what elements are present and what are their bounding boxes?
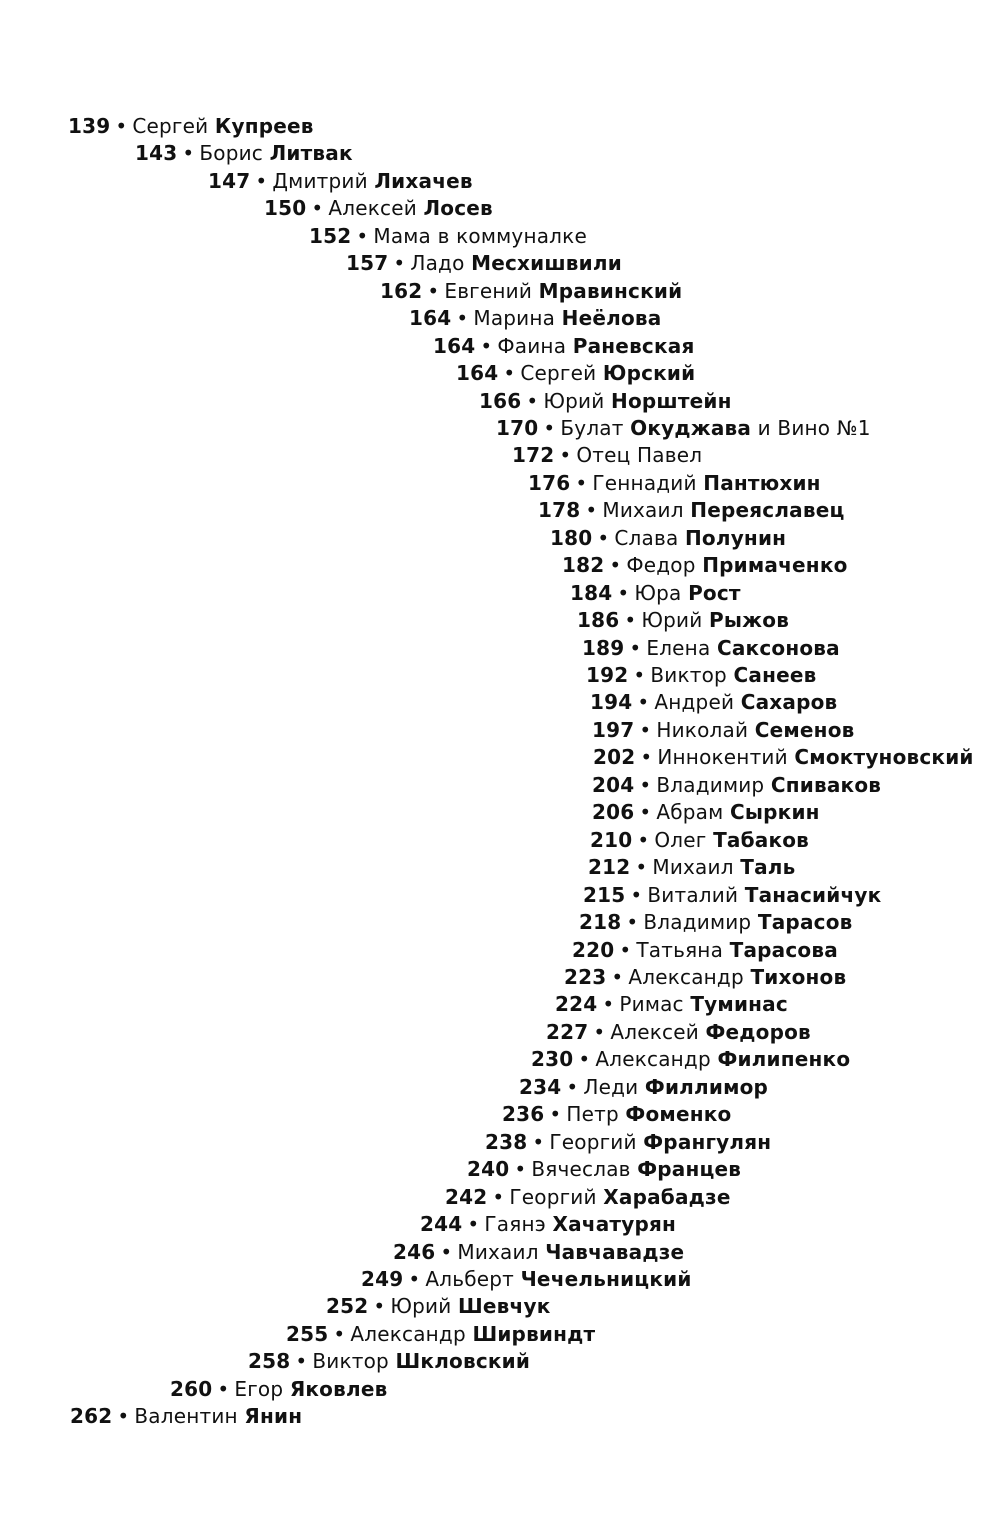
bullet-separator: • — [503, 361, 516, 385]
toc-entry — [586, 663, 817, 687]
toc-entry — [592, 718, 855, 742]
bullet-separator: • — [456, 306, 469, 331]
bullet-separator: • — [311, 196, 324, 221]
toc-entry — [135, 141, 353, 165]
page-number: 223 — [564, 964, 607, 989]
entry-first-name: Фаина — [497, 333, 567, 358]
bullet-separator: • — [559, 443, 572, 468]
bullet-separator: • — [617, 580, 630, 605]
entry-first-name: Татьяна — [636, 937, 724, 962]
entry-first-name: Виктор — [650, 663, 727, 687]
bullet-separator: • — [639, 800, 652, 825]
bullet-separator: • — [609, 553, 622, 578]
bullet-separator: • — [117, 1404, 130, 1429]
bullet-separator: • — [639, 717, 652, 742]
bullet-separator: • — [633, 663, 646, 687]
entry-first-name: Юра — [634, 580, 682, 605]
bullet-separator: • — [593, 1019, 606, 1044]
page-number: 244 — [420, 1212, 463, 1236]
entry-last-name: Мравинский — [538, 278, 683, 303]
page-number: 212 — [588, 855, 631, 880]
bullet-separator: • — [217, 1376, 230, 1401]
bullet-separator: • — [611, 964, 624, 989]
entry-last-name: Санеев — [733, 663, 817, 687]
page-number: 172 — [512, 443, 555, 468]
page-number: 164 — [409, 306, 452, 331]
entry-first-name: Мама в коммуналке — [373, 223, 587, 248]
entry-last-name: Шевчук — [458, 1294, 551, 1319]
entry-first-name: Леди — [583, 1074, 639, 1099]
entry-first-name: Егор — [234, 1376, 284, 1401]
entry-last-name: Лосев — [423, 196, 493, 221]
toc-entry — [546, 1020, 811, 1044]
toc-entry — [570, 581, 741, 605]
toc-entry — [433, 334, 695, 358]
toc-entry — [555, 992, 788, 1016]
bullet-separator: • — [467, 1212, 480, 1236]
toc-entry — [531, 1047, 850, 1071]
entry-first-name: Николай — [656, 717, 749, 742]
page-number: 218 — [579, 910, 622, 934]
entry-first-name: Владимир — [656, 772, 765, 797]
page-number: 192 — [586, 663, 629, 687]
page-number: 262 — [70, 1404, 113, 1429]
toc-entry — [538, 498, 845, 522]
entry-last-name: Сыркин — [729, 800, 820, 825]
entry-first-name: Алексей — [610, 1019, 699, 1044]
bullet-separator: • — [492, 1184, 505, 1209]
bullet-separator: • — [629, 635, 642, 660]
toc-entry — [528, 471, 821, 495]
entry-last-name: Литвак — [269, 141, 353, 166]
entry-first-name: Александр — [628, 964, 744, 989]
entry-first-name: Михаил — [602, 498, 684, 523]
toc-entry — [309, 224, 587, 248]
entry-first-name: Альберт — [425, 1266, 514, 1291]
entry-last-name: Тарасова — [729, 937, 838, 962]
page-number: 152 — [309, 223, 352, 248]
entry-last-name: Тихонов — [750, 964, 847, 989]
entry-last-name: Ширвиндт — [472, 1321, 596, 1346]
page-number: 189 — [582, 635, 625, 660]
bullet-separator: • — [393, 251, 406, 276]
entry-first-name: Виталий — [647, 882, 739, 907]
entry-last-name: Филлимор — [644, 1074, 769, 1099]
bullet-separator: • — [602, 992, 615, 1017]
page-number: 227 — [546, 1019, 589, 1044]
entry-first-name: Юрий — [390, 1294, 452, 1319]
toc-entry — [409, 306, 661, 330]
entry-first-name: Сергей — [132, 114, 209, 138]
bullet-separator: • — [543, 415, 556, 440]
toc-entry — [496, 416, 871, 440]
page-number: 240 — [467, 1157, 510, 1182]
page-number: 210 — [590, 827, 633, 852]
entry-first-name: Михаил — [652, 855, 734, 880]
bullet-separator: • — [624, 608, 637, 633]
bullet-separator: • — [526, 388, 539, 413]
bullet-separator: • — [427, 278, 440, 303]
bullet-separator: • — [566, 1074, 579, 1099]
entry-last-name: Чечельницкий — [520, 1266, 692, 1291]
page-number: 202 — [593, 745, 636, 770]
page-number: 249 — [361, 1266, 404, 1291]
bullet-separator: • — [514, 1157, 527, 1182]
entry-first-name: Булат — [560, 415, 624, 440]
toc-entry — [592, 773, 881, 797]
bullet-separator: • — [637, 690, 650, 715]
entry-last-name: Неёлова — [561, 306, 662, 331]
toc-entry — [286, 1322, 595, 1346]
page-number: 147 — [208, 168, 251, 193]
bullet-separator: • — [578, 1047, 591, 1072]
page-number: 236 — [502, 1102, 545, 1127]
entry-last-name: Шкловский — [395, 1349, 531, 1374]
entry-last-name: Рост — [688, 580, 741, 605]
page-number: 184 — [570, 580, 613, 605]
page-number: 176 — [528, 470, 571, 495]
toc-entry — [502, 1102, 731, 1126]
toc-entry — [588, 855, 795, 879]
toc-entry — [456, 361, 695, 385]
bullet-separator: • — [549, 1102, 562, 1127]
bullet-separator: • — [408, 1266, 421, 1291]
entry-last-name: Таль — [740, 855, 796, 880]
bullet-separator: • — [575, 470, 588, 495]
entry-last-name: Пантюхин — [703, 470, 821, 495]
bullet-separator: • — [585, 498, 598, 523]
entry-last-name: Франгулян — [643, 1129, 772, 1154]
entry-last-name: Норштейн — [611, 388, 732, 413]
toc-entry — [519, 1075, 768, 1099]
page-number: 150 — [264, 196, 307, 221]
bullet-separator: • — [626, 910, 639, 934]
page-number: 204 — [592, 772, 635, 797]
toc-entry — [170, 1377, 387, 1401]
toc-entry — [550, 526, 786, 550]
entry-last-name: Францев — [637, 1157, 742, 1182]
entry-first-name: Петр — [566, 1102, 619, 1127]
page-number: 242 — [445, 1184, 488, 1209]
page-number: 234 — [519, 1074, 562, 1099]
entry-last-name: Смоктуновский — [794, 745, 974, 770]
entry-last-name: Юрский — [602, 361, 696, 385]
entry-last-name: Сахаров — [740, 690, 838, 715]
toc-entry — [479, 389, 732, 413]
toc-entry — [485, 1130, 771, 1154]
entry-first-name: Евгений — [444, 278, 533, 303]
entry-first-name: Георгий — [549, 1129, 637, 1154]
entry-first-name: Абрам — [656, 800, 724, 825]
bullet-separator: • — [639, 772, 652, 797]
entry-last-name: Хачатурян — [552, 1212, 677, 1236]
entry-suffix: и Вино №1 — [757, 415, 871, 440]
entry-first-name: Георгий — [509, 1184, 597, 1209]
entry-last-name: Полунин — [684, 525, 787, 550]
entry-first-name: Отец Павел — [576, 443, 703, 468]
page-number: 186 — [577, 608, 620, 633]
entry-first-name: Юрий — [543, 388, 605, 413]
toc-entry — [590, 828, 809, 852]
toc-entry — [70, 1404, 302, 1428]
page-number: 224 — [555, 992, 598, 1017]
page-number: 182 — [562, 553, 605, 578]
toc-entry — [577, 608, 789, 632]
bullet-separator: • — [619, 937, 632, 962]
entry-first-name: Андрей — [654, 690, 735, 715]
entry-last-name: Лихачев — [374, 168, 473, 193]
entry-first-name: Сергей — [520, 361, 597, 385]
entry-first-name: Слава — [614, 525, 679, 550]
entry-first-name: Марина — [473, 306, 556, 331]
bullet-separator: • — [255, 168, 268, 193]
page-number: 215 — [583, 882, 626, 907]
toc-entry — [583, 883, 881, 907]
bullet-separator: • — [333, 1321, 346, 1346]
entry-last-name: Туминас — [690, 992, 788, 1017]
toc-entry — [572, 938, 838, 962]
entry-last-name: Федоров — [705, 1019, 811, 1044]
entry-last-name: Филипенко — [717, 1047, 851, 1072]
entry-first-name: Александр — [350, 1321, 466, 1346]
bullet-separator: • — [630, 882, 643, 907]
entry-last-name: Яковлев — [289, 1376, 388, 1401]
entry-last-name: Раневская — [572, 333, 695, 358]
entry-last-name: Тарасов — [757, 910, 853, 934]
page-number: 194 — [590, 690, 633, 715]
entry-last-name: Купреев — [214, 114, 314, 138]
toc-entry — [68, 114, 314, 138]
bullet-separator: • — [635, 855, 648, 880]
entry-first-name: Борис — [199, 141, 264, 166]
bullet-separator: • — [532, 1129, 545, 1154]
bullet-separator: • — [640, 745, 653, 770]
entry-first-name: Михаил — [457, 1239, 539, 1264]
toc-entry — [564, 965, 846, 989]
bullet-separator: • — [182, 141, 195, 166]
page-number: 197 — [592, 717, 635, 742]
entry-first-name: Владимир — [643, 910, 752, 934]
entry-first-name: Виктор — [312, 1349, 389, 1374]
bullet-separator: • — [356, 223, 369, 248]
entry-first-name: Иннокентий — [657, 745, 788, 770]
entry-first-name: Александр — [595, 1047, 711, 1072]
toc-entry — [593, 745, 974, 769]
toc-entry — [582, 636, 840, 660]
toc-entry — [264, 196, 493, 220]
page-number: 164 — [456, 361, 499, 385]
entry-first-name: Ладо — [410, 251, 465, 276]
page-number: 260 — [170, 1376, 213, 1401]
entry-last-name: Окуджава — [630, 415, 752, 440]
page-number: 220 — [572, 937, 615, 962]
entry-last-name: Саксонова — [716, 635, 840, 660]
entry-last-name: Примаченко — [702, 553, 848, 578]
page-number: 157 — [346, 251, 389, 276]
entry-first-name: Федор — [626, 553, 696, 578]
page-number: 238 — [485, 1129, 528, 1154]
entry-first-name: Юрий — [641, 608, 703, 633]
entry-last-name: Янин — [244, 1404, 303, 1429]
toc-entry — [208, 169, 473, 193]
entry-first-name: Валентин — [134, 1404, 238, 1429]
page-number: 230 — [531, 1047, 574, 1072]
entry-first-name: Римас — [619, 992, 684, 1017]
page-number: 258 — [248, 1349, 291, 1374]
toc-entry — [512, 443, 702, 467]
toc-entry — [579, 910, 853, 934]
entry-first-name: Олег — [654, 827, 707, 852]
toc-entry — [393, 1240, 684, 1264]
page-number: 166 — [479, 388, 522, 413]
entry-last-name: Харабадзе — [603, 1184, 731, 1209]
bullet-separator: • — [597, 525, 610, 550]
bullet-separator: • — [373, 1294, 386, 1319]
page-number: 164 — [433, 333, 476, 358]
toc-entry — [326, 1294, 551, 1318]
entry-first-name: Геннадий — [592, 470, 697, 495]
page-number: 255 — [286, 1321, 329, 1346]
toc-entry — [420, 1212, 676, 1236]
entry-last-name: Месхишвили — [471, 251, 622, 276]
entry-first-name: Алексей — [328, 196, 417, 221]
page-number: 170 — [496, 415, 539, 440]
bullet-separator: • — [115, 114, 128, 138]
entry-last-name: Спиваков — [770, 772, 882, 797]
toc-entry — [361, 1267, 692, 1291]
toc-entry — [248, 1349, 530, 1373]
entry-first-name: Вячеслав — [531, 1157, 631, 1182]
bullet-separator: • — [440, 1239, 453, 1264]
toc-entry — [562, 553, 848, 577]
toc-entry — [592, 800, 820, 824]
entry-last-name: Фоменко — [625, 1102, 732, 1127]
page-number: 246 — [393, 1239, 436, 1264]
entry-last-name: Табаков — [713, 827, 810, 852]
page-number: 139 — [68, 114, 111, 138]
entry-last-name: Семенов — [754, 717, 855, 742]
page-number: 162 — [380, 278, 423, 303]
entry-last-name: Рыжов — [709, 608, 790, 633]
entry-last-name: Чавчавадзе — [545, 1239, 685, 1264]
bullet-separator: • — [295, 1349, 308, 1374]
toc-entry — [590, 690, 837, 714]
toc-entry — [467, 1157, 741, 1181]
entry-first-name: Елена — [646, 635, 711, 660]
page-number: 252 — [326, 1294, 369, 1319]
toc-entry — [346, 251, 622, 275]
entry-first-name: Гаянэ — [484, 1212, 546, 1236]
entry-last-name: Танасийчук — [744, 882, 882, 907]
entry-first-name: Дмитрий — [272, 168, 368, 193]
bullet-separator: • — [480, 333, 493, 358]
entry-last-name: Переяславец — [690, 498, 845, 523]
page-number: 178 — [538, 498, 581, 523]
toc-entry — [445, 1185, 731, 1209]
page-number: 206 — [592, 800, 635, 825]
toc-entry — [380, 279, 682, 303]
page-number: 143 — [135, 141, 178, 166]
page-number: 180 — [550, 525, 593, 550]
bullet-separator: • — [637, 827, 650, 852]
